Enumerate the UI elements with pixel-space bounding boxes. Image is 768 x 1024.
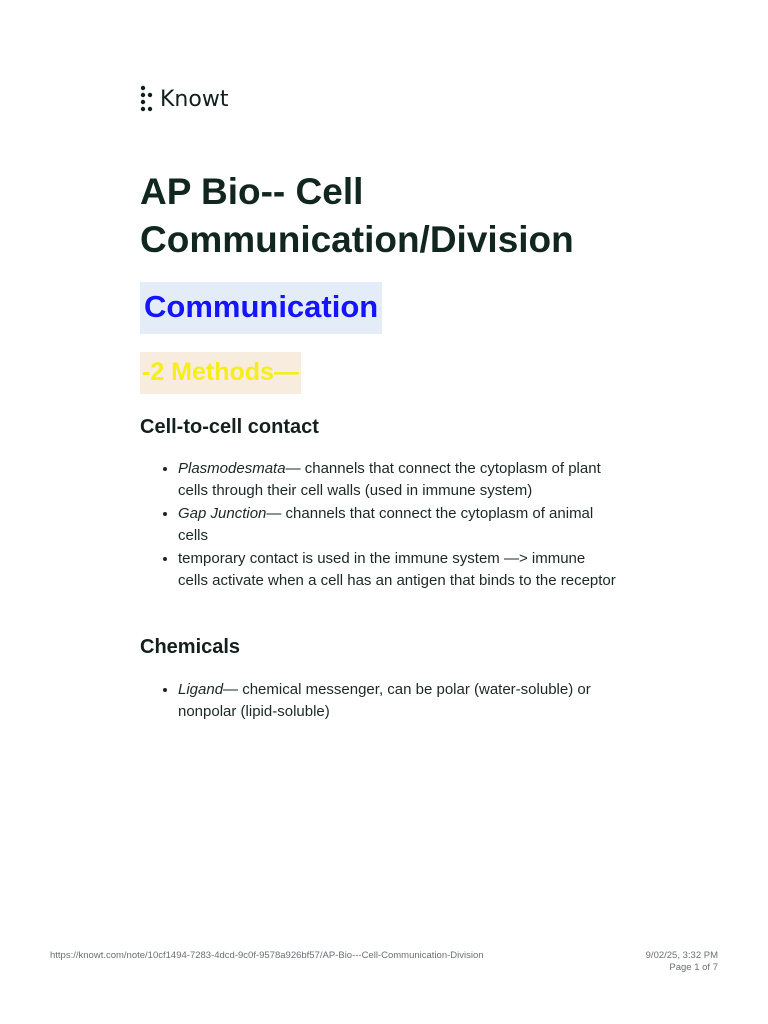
term-plasmodesmata: Plasmodesmata (178, 460, 286, 477)
list-item (178, 679, 618, 722)
footer-timestamp: 9/02/25, 3:32 PM (645, 950, 718, 961)
footer-meta (646, 950, 718, 974)
item-text: temporary contact is used in the immune system —> immune cells activate when a cell has an antigen that binds to the receptor (178, 550, 616, 589)
footer-page-number: Page 1 of 7 (669, 962, 718, 973)
item-text: — channels that connect the cytoplasm of plant cells through their cell walls (used in immune system) (178, 460, 601, 499)
cell-contact-list (158, 458, 618, 593)
brand-name: Knowt (160, 86, 229, 112)
document-title: AP Bio-- Cell Communication/Division (140, 171, 574, 260)
knowt-logo (140, 84, 228, 114)
list-item (178, 458, 618, 501)
item-text: — chemical messenger, can be polar (water-soluble) or nonpolar (lipid-soluble) (178, 681, 591, 720)
heading-methods: -2 Methods— (140, 352, 301, 394)
footer-url: https://knowt.com/note/10cf1494-7283-4dcd-9c0f-9578a926bf57/AP-Bio---Cell-Communication-Division (50, 950, 484, 961)
list-item (178, 503, 618, 546)
list-item (178, 548, 618, 591)
section-heading-cell-contact: Cell-to-cell contact (140, 416, 319, 438)
knowt-dots-icon (140, 85, 154, 113)
section-heading-chemicals: Chemicals (140, 636, 241, 658)
chemicals-list (158, 679, 618, 724)
item-text: — channels that connect the cytoplasm of animal cells (178, 505, 594, 544)
term-gap-junction: Gap Junction (178, 505, 267, 522)
heading-communication: Communication (140, 282, 382, 334)
term-ligand: Ligand (178, 681, 224, 698)
